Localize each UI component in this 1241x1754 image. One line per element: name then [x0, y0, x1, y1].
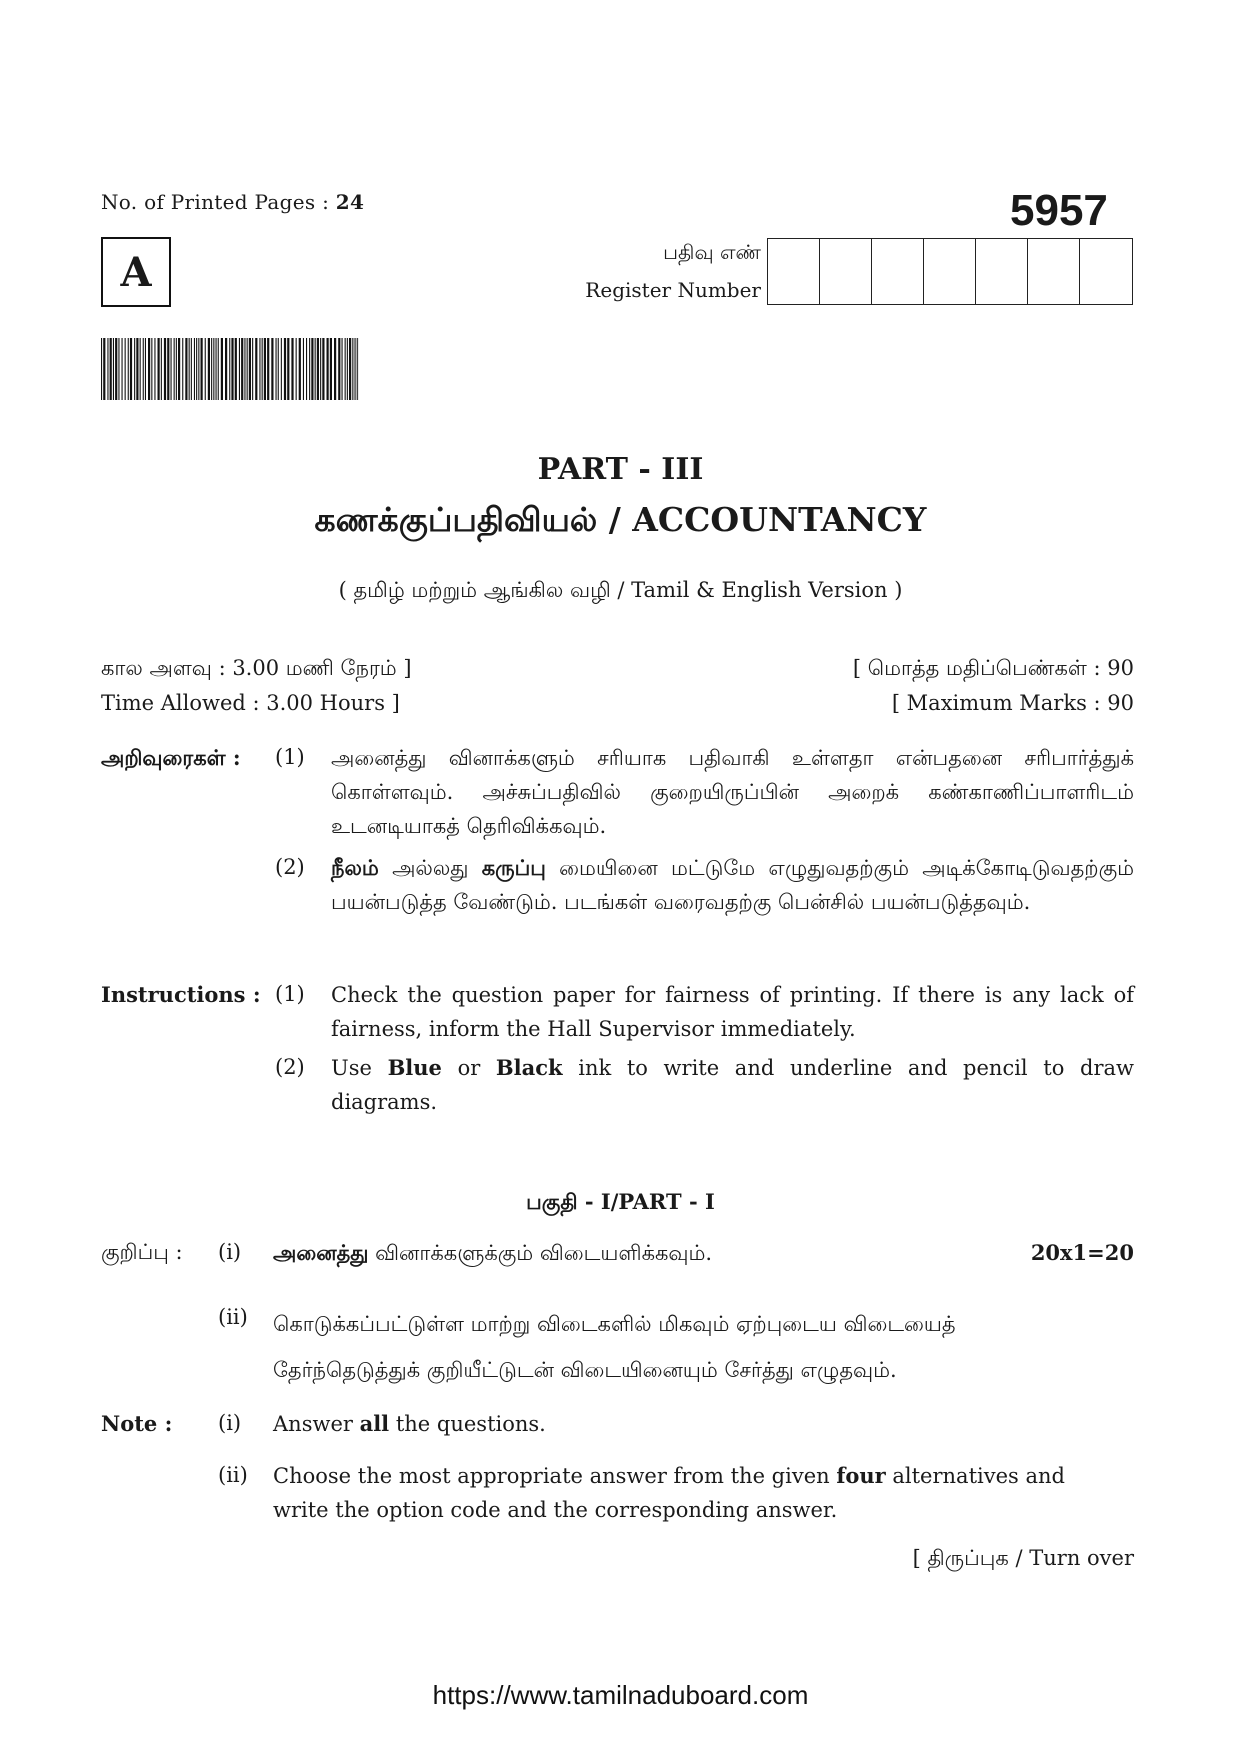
instructions-tamil-label: அறிவுரைகள் :	[101, 745, 241, 770]
barcode-image	[101, 338, 359, 400]
register-cell[interactable]	[1028, 239, 1080, 304]
part-title: PART - III	[537, 452, 704, 487]
note-number: (i)	[218, 1411, 242, 1435]
text-span: மையினை மட்டுமே எழுதுவதற்கும் அடிக்கோடிடுவதற்கும் பயன்படுத்த வேண்டும். படங்கள் வரைவதற்கு பென்சில் பயன்படுத்தவும்.	[331, 856, 1135, 914]
four-word: four	[836, 1463, 886, 1488]
printed-pages-value: 24	[335, 190, 365, 214]
note-tamil-label: குறிப்பு :	[101, 1240, 183, 1264]
all-word: all	[359, 1411, 390, 1436]
instruction-tamil-2	[331, 851, 1134, 919]
register-cell[interactable]	[924, 239, 976, 304]
note-number: (ii)	[218, 1463, 248, 1487]
register-cell[interactable]	[820, 239, 872, 304]
part-one-marks: 20x1=20	[1030, 1240, 1134, 1265]
note-number: (i)	[218, 1240, 242, 1264]
note-english-2	[273, 1459, 1083, 1527]
text-span: அல்லது	[378, 856, 482, 880]
turn-over: [ திருப்புக / Turn over	[912, 1546, 1134, 1570]
instruction-number: (1)	[275, 745, 305, 769]
instruction-english-1: Check the question paper for fairness of printing. If there is any lack of fairness, inform the Hall Supervisor immediately.	[331, 983, 1134, 1041]
all-word-tamil: அனைத்து	[273, 1240, 369, 1265]
part-one-heading: பகுதி - I/PART - I	[526, 1189, 715, 1214]
instruction-number: (2)	[275, 1055, 305, 1079]
register-label-tamil: பதிவு எண்	[663, 240, 761, 264]
text-span: வினாக்களுக்கும் விடையளிக்கவும்.	[368, 1241, 713, 1265]
text-span: Use	[331, 1056, 388, 1080]
paper-code: 5957	[1010, 186, 1108, 235]
note-tamil-2: கொடுக்கப்பட்டுள்ள மாற்று விடைகளில் மிகவும் ஏற்புடைய விடையைத் தேர்ந்தெடுத்துக் குறியீட்டுடன் விடையினையும் சேர்த்து எழுதவும்.	[273, 1312, 956, 1382]
text-span: Answer	[273, 1412, 360, 1436]
blue-word-tamil: நீலம்	[331, 855, 379, 880]
register-number-boxes[interactable]	[767, 238, 1133, 305]
series-box: A	[101, 237, 171, 307]
text-span: alternatives and write the option code and the corresponding answer.	[273, 1464, 1065, 1522]
printed-pages	[101, 190, 364, 214]
text-span: Choose the most appropriate answer from the given	[273, 1464, 837, 1488]
instruction-tamil-1: அனைத்து வினாக்களும் சரியாக பதிவாகி உள்ளதா என்பதனை சரிபார்த்துக் கொள்ளவும். அச்சுப்பதிவில் குறையிருப்பின் அறைக் கண்காணிப்பாளரிடம் உடனடியாகத் தெரிவிக்கவும்.	[331, 746, 1134, 838]
register-cell[interactable]	[976, 239, 1028, 304]
version-line: ( தமிழ் மற்றும் ஆங்கில வழி / Tamil & English Version )	[338, 578, 903, 602]
text-span: or	[441, 1056, 496, 1080]
note-english-label: Note :	[101, 1411, 173, 1436]
register-label-english: Register Number	[585, 278, 761, 302]
subject-title: கணக்குப்பதிவியல் / ACCOUNTANCY	[314, 500, 927, 539]
instruction-number: (2)	[275, 855, 305, 879]
black-word-tamil: கருப்பு	[481, 855, 546, 880]
website-url[interactable]: https://www.tamilnaduboard.com	[432, 1680, 809, 1710]
register-cell[interactable]	[872, 239, 924, 304]
max-marks-english: [ Maximum Marks : 90	[891, 691, 1134, 715]
register-cell[interactable]	[768, 239, 820, 304]
register-cell[interactable]	[1080, 239, 1132, 304]
instruction-number: (1)	[275, 982, 305, 1006]
note-tamil-1	[273, 1236, 1093, 1270]
note-number: (ii)	[218, 1305, 248, 1329]
text-span: ink to write and underline and pencil to draw diagrams.	[331, 1056, 1134, 1114]
blue-word: Blue	[387, 1055, 442, 1080]
max-marks-tamil: [ மொத்த மதிப்பெண்கள் : 90	[852, 656, 1134, 680]
text-span: the questions.	[389, 1412, 546, 1436]
instructions-english-label: Instructions :	[101, 982, 261, 1007]
instruction-english-2	[331, 1051, 1134, 1119]
note-english-1	[273, 1407, 1093, 1441]
printed-pages-label: No. of Printed Pages :	[101, 190, 330, 214]
time-allowed-tamil: கால அளவு : 3.00 மணி நேரம் ]	[101, 656, 412, 680]
time-allowed-english: Time Allowed : 3.00 Hours ]	[101, 691, 400, 715]
black-word: Black	[495, 1055, 563, 1080]
